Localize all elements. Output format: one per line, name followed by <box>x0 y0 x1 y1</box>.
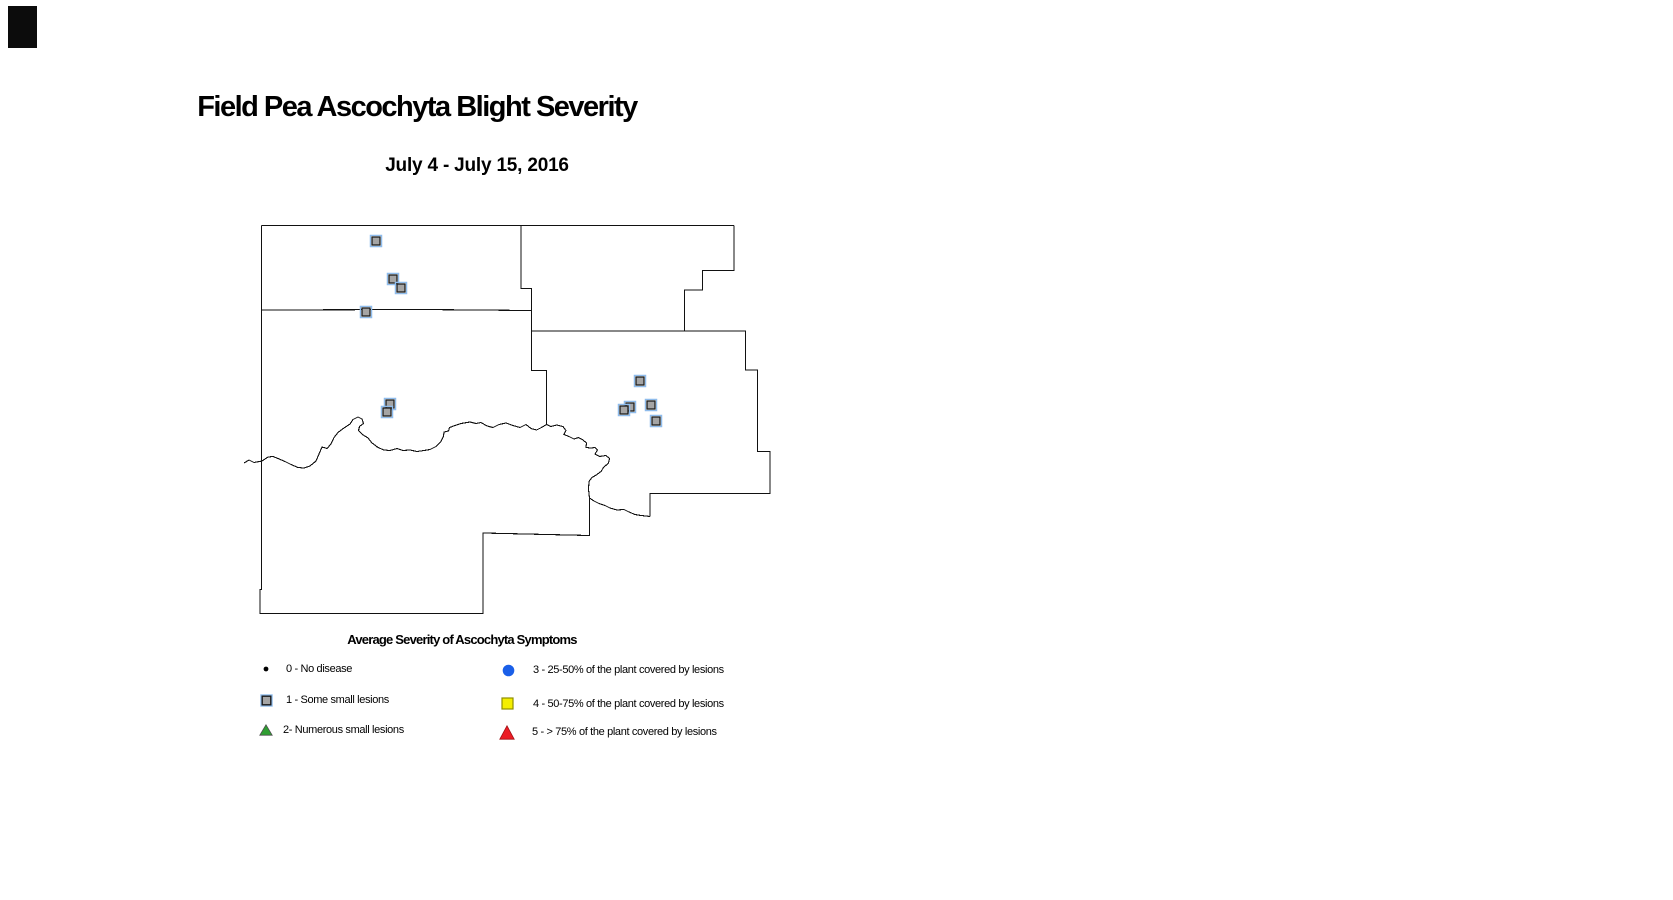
outline-west-south <box>260 226 590 614</box>
legend-item-label: 3 - 25-50% of the plant covered by lesions <box>533 664 724 676</box>
legend-item-label: 4 - 50-75% of the plant covered by lesions <box>533 698 724 710</box>
severity-1-marker <box>360 306 371 317</box>
severity-1-marker <box>381 406 392 417</box>
page-title: Field Pea Ascochyta Blight Severity <box>197 91 637 123</box>
divider-northwest-counties <box>521 226 547 425</box>
severity-1-marker <box>634 375 645 386</box>
severity-1-marker <box>650 415 661 426</box>
county-northeast-stepped-edge <box>684 226 734 332</box>
legend-item-label: 1 - Some small lesions <box>286 694 389 706</box>
legend-item-label: 0 - No disease <box>286 663 353 675</box>
severity-1-marker <box>618 404 629 415</box>
severity-1-marker <box>645 399 656 410</box>
date-range-subtitle: July 4 - July 15, 2016 <box>385 155 569 176</box>
legend-item-label: 2- Numerous small lesions <box>283 724 404 736</box>
divider-west-horizontal <box>262 310 532 311</box>
legend-item-label: 5 - > 75% of the plant covered by lesions <box>532 726 717 738</box>
severity-1-marker <box>370 235 381 246</box>
severity-1-marker <box>395 282 406 293</box>
legend-title: Average Severity of Ascochyta Symptoms <box>347 632 577 647</box>
